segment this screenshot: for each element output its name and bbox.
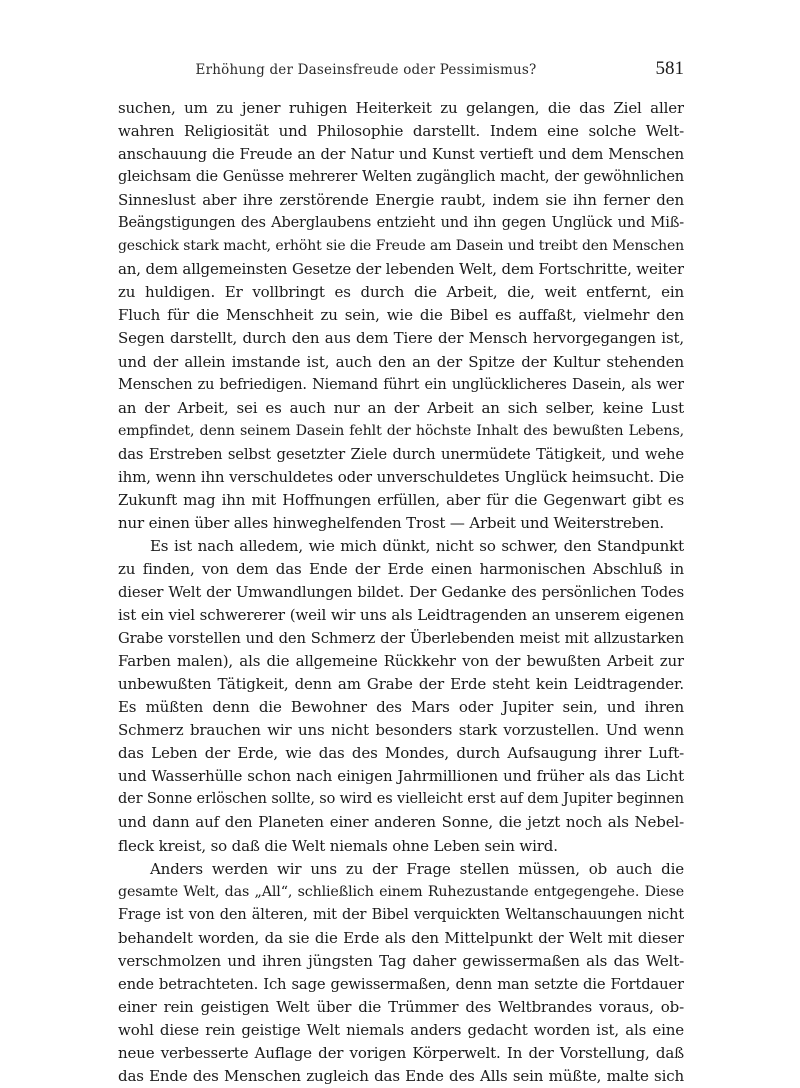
text-line: Zukunft mag ihn mit Hoffnungen erfüllen, aber für die Gegenwart gibt es [118,490,684,509]
text-line: Es ist nach alledem, wie mich dünkt, nicht so schwer, den Standpunkt [150,536,684,555]
page-number: 581 [655,58,684,79]
text-line: und dann auf den Planeten einer anderen Sonne, die jetzt noch als Nebel- [118,813,684,832]
text-line: das Erstreben selbst gesetzter Ziele durch unermüdete Tätigkeit, und wehe [118,445,684,463]
text-line: Sinneslust aber ihre zerstörende Energie raubt, indem sie ihn ferner den [118,191,684,210]
text-line: an, dem allgemeinsten Gesetze der lebenden Welt, dem Fortschritte, weiter [118,260,684,279]
text-line: Farben malen), als die allgemeine Rückkehr von der bewußten Arbeit zur [118,652,684,671]
text-line: und Wasserhülle schon nach einigen Jahrmillionen und früher als das Licht [118,767,684,786]
text-line: unbewußten Tätigkeit, denn am Grabe der Erde steht kein Leidtragender. [118,675,684,694]
text-line: gesamte Welt, das „All“, schließlich einem Ruhezustande entgegengehe. Diese [118,883,684,900]
text-line: wahren Religiosität und Philosophie darstellt. Indem eine solche Welt- [118,122,684,141]
text-line: ende betrachteten. Ich sage gewissermaßen, denn man setzte die Fortdauer [118,975,684,993]
text-line: fleck kreist, so daß die Welt niemals ohne Leben sein wird. [118,836,558,855]
text-line: gleichsam die Genüsse mehrerer Welten zugänglich macht, der gewöhnlichen [118,169,684,186]
text-line: ihm, wenn ihn verschuldetes oder unverschuldetes Unglück heimsucht. Die [118,467,684,486]
text-line: Fluch für die Menschheit zu sein, wie die Bibel es auffaßt, vielmehr den [118,306,684,325]
text-line: Schmerz brauchen wir uns nicht besonders stark vorzustellen. Und wenn [118,721,684,740]
text-line: dieser Welt der Umwandlungen bildet. Der Gedanke des persönlichen Todes [118,583,684,601]
page-header [118,58,684,84]
text-line: Anders werden wir uns zu der Frage stellen müssen, ob auch die [150,859,684,878]
text-line: und der allein imstande ist, auch den an der Spitze der Kultur stehenden [118,352,684,371]
text-line: suchen, um zu jener ruhigen Heiterkeit zu gelangen, die das Ziel aller [118,99,684,117]
text-line: geschick stark macht, erhöht sie die Freude am Dasein und treibt den Menschen [118,238,684,255]
text-line: das Leben der Erde, wie das des Mondes, durch Aufsaugung ihrer Luft- [118,744,684,763]
text-line: behandelt worden, da sie die Erde als den Mittelpunkt der Welt mit dieser [118,928,684,947]
text-line: empfindet, denn seinem Dasein fehlt der höchste Inhalt des bewußten Lebens, [118,422,684,439]
text-line: das Ende des Menschen zugleich das Ende des Alls sein müßte, malte sich [118,1066,684,1085]
text-line: nur einen über alles hinweghelfenden Trost — Arbeit und Weiterstreben. [118,513,664,532]
running-head: Erhöhung der Daseinsfreude oder Pessimismus? [195,62,537,78]
text-line: der Sonne erlöschen sollte, so wird es vielleicht erst auf dem Jupiter beginnen [118,791,684,808]
text-line: zu huldigen. Er vollbringt es durch die Arbeit, die, weit entfernt, ein [118,283,684,302]
text-line: Beängstigungen des Aberglaubens entzieht und ihn gegen Unglück und Miß- [118,215,684,232]
text-line: Frage ist von den älteren, mit der Bibel verquickten Weltanschauungen nicht [118,906,684,923]
text-line: Segen darstellt, durch den aus dem Tiere der Mensch hervorgegangen ist, [118,329,684,348]
text-line: an der Arbeit, sei es auch nur an der Arbeit an sich selber, keine Lust [118,398,684,417]
text-line: neue verbesserte Auflage der vorigen Körperwelt. In der Vorstellung, daß [118,1043,684,1062]
text-line: einer rein geistigen Welt über die Trümmer des Weltbrandes voraus, ob- [118,997,684,1016]
text-line: ist ein viel schwererer (weil wir uns als Leidtragenden an unserem eigenen [118,606,684,625]
text-line: Grabe vorstellen und den Schmerz der Überlebenden meist mit allzustarken [118,630,684,648]
text-line: wohl diese rein geistige Welt niemals anders gedacht worden ist, als eine [118,1020,684,1039]
text-line: zu finden, von dem das Ende der Erde einen harmonischen Abschluß in [118,559,684,578]
text-line: verschmolzen und ihren jüngsten Tag daher gewissermaßen als das Welt- [118,951,684,970]
body-text [118,97,684,1088]
text-line: Es müßten denn die Bewohner des Mars oder Jupiter sein, und ihren [118,698,684,717]
text-line: anschauung die Freude an der Natur und Kunst vertieft und dem Menschen [118,146,684,164]
text-line: Menschen zu befriedigen. Niemand führt ein unglücklicheres Dasein, als wer [118,376,684,393]
